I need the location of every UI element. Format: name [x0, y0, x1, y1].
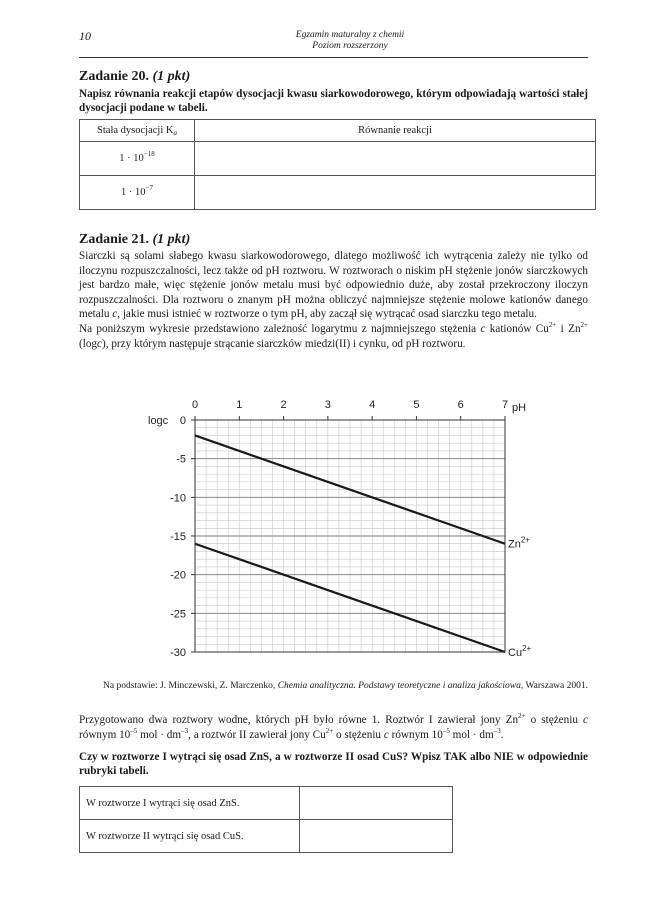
col-header-constant: Stała dysocjacji $K_a$ [80, 120, 195, 142]
task-20-table [79, 119, 596, 210]
x-tick-label: 3 [324, 399, 331, 411]
header-line-1: Egzamin maturalny z chemii [295, 30, 405, 40]
task-20-instruction: Napisz równania reakcji etapów dysocjacji kwasu siarkowodorowego, którym odpowiadają wartości stałej dysocjacji podane w tabeli. [79, 88, 588, 114]
y-tick-label: -15 [170, 531, 186, 543]
x-axis-label: pH [512, 402, 527, 414]
logc-vs-ph-chart [140, 390, 560, 665]
col-header-equation: Równanie reakcji [195, 120, 596, 142]
answer-row-label-2: W roztworze II wytrąci się osad CuS. [80, 820, 300, 853]
y-tick-label: -30 [170, 647, 186, 659]
equation-answer-cell-2[interactable] [195, 176, 596, 210]
x-tick-label: 6 [457, 399, 464, 411]
series-label-zn: $Zn^{2+}$ [508, 535, 530, 551]
y-tick-label: -10 [170, 492, 186, 505]
answer-cell-1[interactable] [300, 787, 453, 820]
equation-answer-cell-1[interactable] [195, 142, 596, 176]
task-21-paragraph-1: Siarczki są solami słabego kwasu siarkowodorowego, dlatego możliwość ich wytrącenia zależy nie tylko od iloczynu rozpuszczalności, lecz także od pH roztworu. W roztworach o niskim pH stężenie jonów siarczkowych jest bardzo małe, więc stężenie jonów metalu musi być odpowiednio duże, aby został przekroczony iloczyn rozpuszczalności. Dla roztworu o znanym pH można obliczyć najmniejsze stężenie molowe kationów danego metalu c, jakie musi istnieć w roztworze o tym pH, aby zaczął się wytrącać osad siarczku tego metalu. [79, 250, 588, 321]
task-21-paragraph-2: Na poniższym wykresie przedstawiono zależność logarytmu z najmniejszego stężenia c kationów $Cu^{2+}$ i $Zn^{2+}$ (logc), przy którym następuje strącanie siarczków miedzi(II) i cynku, od pH roztworu. [79, 320, 588, 350]
header-line-2: Poziom rozszerzony [312, 41, 388, 51]
series-label-cu: $Cu^{2+}$ [508, 644, 532, 659]
task-21 [79, 232, 588, 351]
answer-row-label-1: W roztworze I wytrąci się osad ZnS. [80, 787, 300, 820]
x-tick-label: 5 [413, 399, 420, 411]
y-tick-label: 0 [179, 415, 186, 427]
x-tick-label: 0 [191, 399, 199, 411]
y-tick-label: -20 [170, 569, 186, 582]
task-21-intro [79, 249, 588, 351]
answer-cell-2[interactable] [300, 820, 453, 853]
chart-citation: Na podstawie: J. Minczewski, Z. Marczenko, Chemia analityczna. Podstawy teoretyczne i analiza jakościowa, Warszawa 2001. [103, 681, 588, 691]
constant-cell-2: $1 \cdot 10^{-7}$ [80, 176, 195, 210]
x-tick-label: 2 [280, 399, 287, 411]
x-tick-label: 7 [501, 399, 509, 411]
task-21-part-2 [79, 713, 588, 853]
task-21-answer-table [79, 786, 453, 853]
task-21-title: Zadanie 21. (1 pkt) [79, 232, 191, 247]
task-20 [79, 69, 588, 210]
y-axis-label: logc [148, 415, 169, 427]
header-divider [79, 57, 588, 58]
x-tick-label: 4 [369, 399, 376, 411]
x-tick-label: 1 [236, 399, 243, 411]
constant-cell-1: $1 \cdot 10^{-18}$ [80, 142, 195, 176]
y-tick-label: -5 [176, 453, 186, 466]
task-20-title: Zadanie 20. (1 pkt) [79, 69, 191, 84]
y-tick-label: -25 [170, 608, 186, 621]
page-header [200, 30, 500, 52]
page-number: 10 [79, 29, 91, 43]
task-21-question: Czy w roztworze I wytrąci się osad ZnS, a w roztworze II osad CuS? Wpisz TAK albo NIE w odpowiednie rubryki tabeli. [79, 751, 588, 778]
task-21-paragraph-3: Przygotowano dwa roztwory wodne, których pH było równe 1. Roztwór I zawierał jony $Zn^{2+}$ o stężeniu c równym $10^{-5}$ mol · $dm^{-3}$, a roztwór II zawierał jony $Cu^{2+}$ o stężeniu c równym $10^{-5}$ mol · $dm^{-3}$. [79, 712, 588, 741]
